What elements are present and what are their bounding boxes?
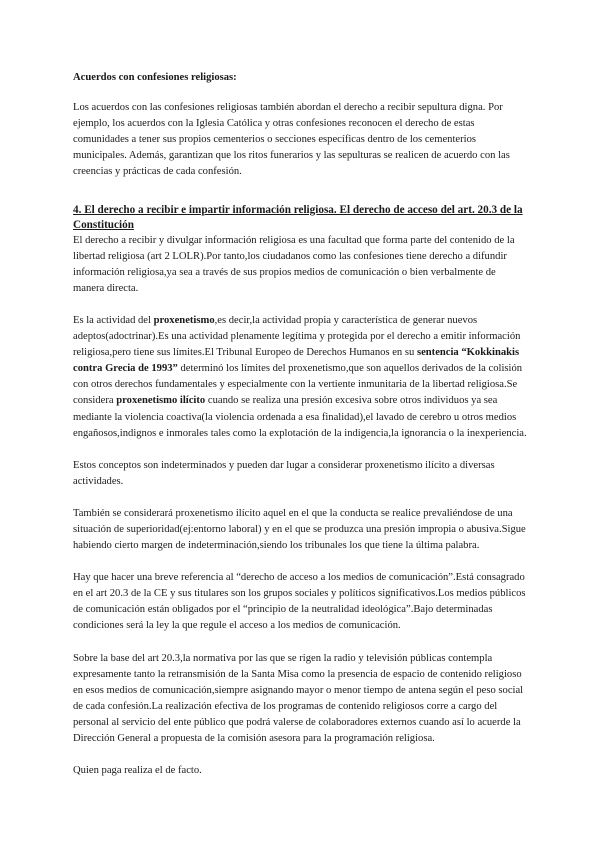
paragraph-normativa: Sobre la base del art 20.3,la normativa por las que se rigen la radio y televisión públicas contempla expresamente tanto la retransmisión de la Santa Misa como la presencia de espacio de contenido religioso en esos medios de comunicación,siempre asignando mayor o menor tiempo de antena según el peso social de cada confesión.La realización efectiva de los programas de contenido religiosos corre a cargo del personal al servicio del ente público que podrá valerse de colaboradores externos cuando así lo acuerde la Dirección General a propuesta de la comisión asesora para la programación religiosa. <box>73 652 524 744</box>
text-run: determinó los límites del proxenetismo,que son aquellos derivados de la colisión con otros derechos fundamentales y especialmente con la vertiente inmunitaria de la libertad religiosa.Se considera <box>73 363 523 407</box>
text-run: cuando se realiza una presión excesiva sobre otros individuos ya sea mediante la violencia coactiva(la violencia ordenada a esa finalidad),el lavado de cerebro u otros medios engañosos,indignos e inmorales tales como la explotación de la indigencia,la ignorancia o la inexperiencia. <box>73 395 527 439</box>
paragraph-acuerdos: Los acuerdos con las confesiones religiosas también abordan el derecho a recibir sepultura digna. Por ejemplo, los acuerdos con la Iglesia Católica y otras confesiones reconocen el derecho de estas comunidades a tener sus propios cementerios o secciones específicas dentro de los cementerios municipales. Además, garantizan que los ritos funerarios y las sepulturas se realicen de acuerdo con las creencias y prácticas de cada confesión. <box>73 102 510 178</box>
section-heading-acuerdos: Acuerdos con confesiones religiosas: <box>73 72 237 83</box>
paragraph-quien-paga: Quien paga realiza el de facto. <box>73 765 202 777</box>
bold-term-proxenetismo: proxenetismo <box>153 314 215 326</box>
paragraph-derecho-recibir: El derecho a recibir y divulgar información religiosa es una facultad que forma parte del contenido de la libertad religiosa (art 2 LOLR).Por tanto,los ciudadanos como las confesiones tiene derecho a difundir información religiosa,ya sea a través de sus propios medios de comunicación o bien verbalmente de manera directa. <box>73 234 515 294</box>
text-run: ,es decir,la actividad propia y característica de generar nuevos adeptos(adoctrinar).Es una actividad plenamente legítima y protegida por el derecho a emitir información religiosa,pero tiene sus límites.El Tribunal Europeo de Derechos Humanos en su <box>73 314 521 359</box>
bold-term-proxenetismo-ilicito: proxenetismo ilícito <box>116 395 206 407</box>
document-page <box>73 70 528 779</box>
paragraph-acceso-medios: Hay que hacer una breve referencia al “derecho de acceso a los medios de comunicación”.Está consagrado en el art 20.3 de la CE y sus titulares son los grupos sociales y políticos significativos.Los medios públicos de comunicación están obligados por el “principio de la neutralidad ideológica”.Bajo determinadas condiciones será la ley la que regule el acceso a los medios de comunicación. <box>73 572 526 632</box>
text-run: Es la actividad del <box>73 314 154 326</box>
paragraph-proxenetismo <box>73 313 528 442</box>
section-heading-derecho-informacion: 4. El derecho a recibir e impartir información religiosa. El derecho de acceso del art. 20.3 de la Constitución <box>73 203 523 231</box>
bold-term-sentencia: sentencia “Kokkinakis contra Grecia de 1993” <box>73 347 520 375</box>
paragraph-conceptos: Estos conceptos son indeterminados y pueden dar lugar a considerar proxenetismo ilícito a diversas actividades. <box>73 459 495 487</box>
paragraph-tambien: También se considerará proxenetismo ilícito aquel en el que la conducta se realice prevaliéndose de una situación de superioridad(ej:entorno laboral) y en el que se produzca una presión impropia o abusiva.Sigue habiendo cierto margen de indeterminación,siendo los tribunales los que tiene la última palabra. <box>73 507 526 552</box>
